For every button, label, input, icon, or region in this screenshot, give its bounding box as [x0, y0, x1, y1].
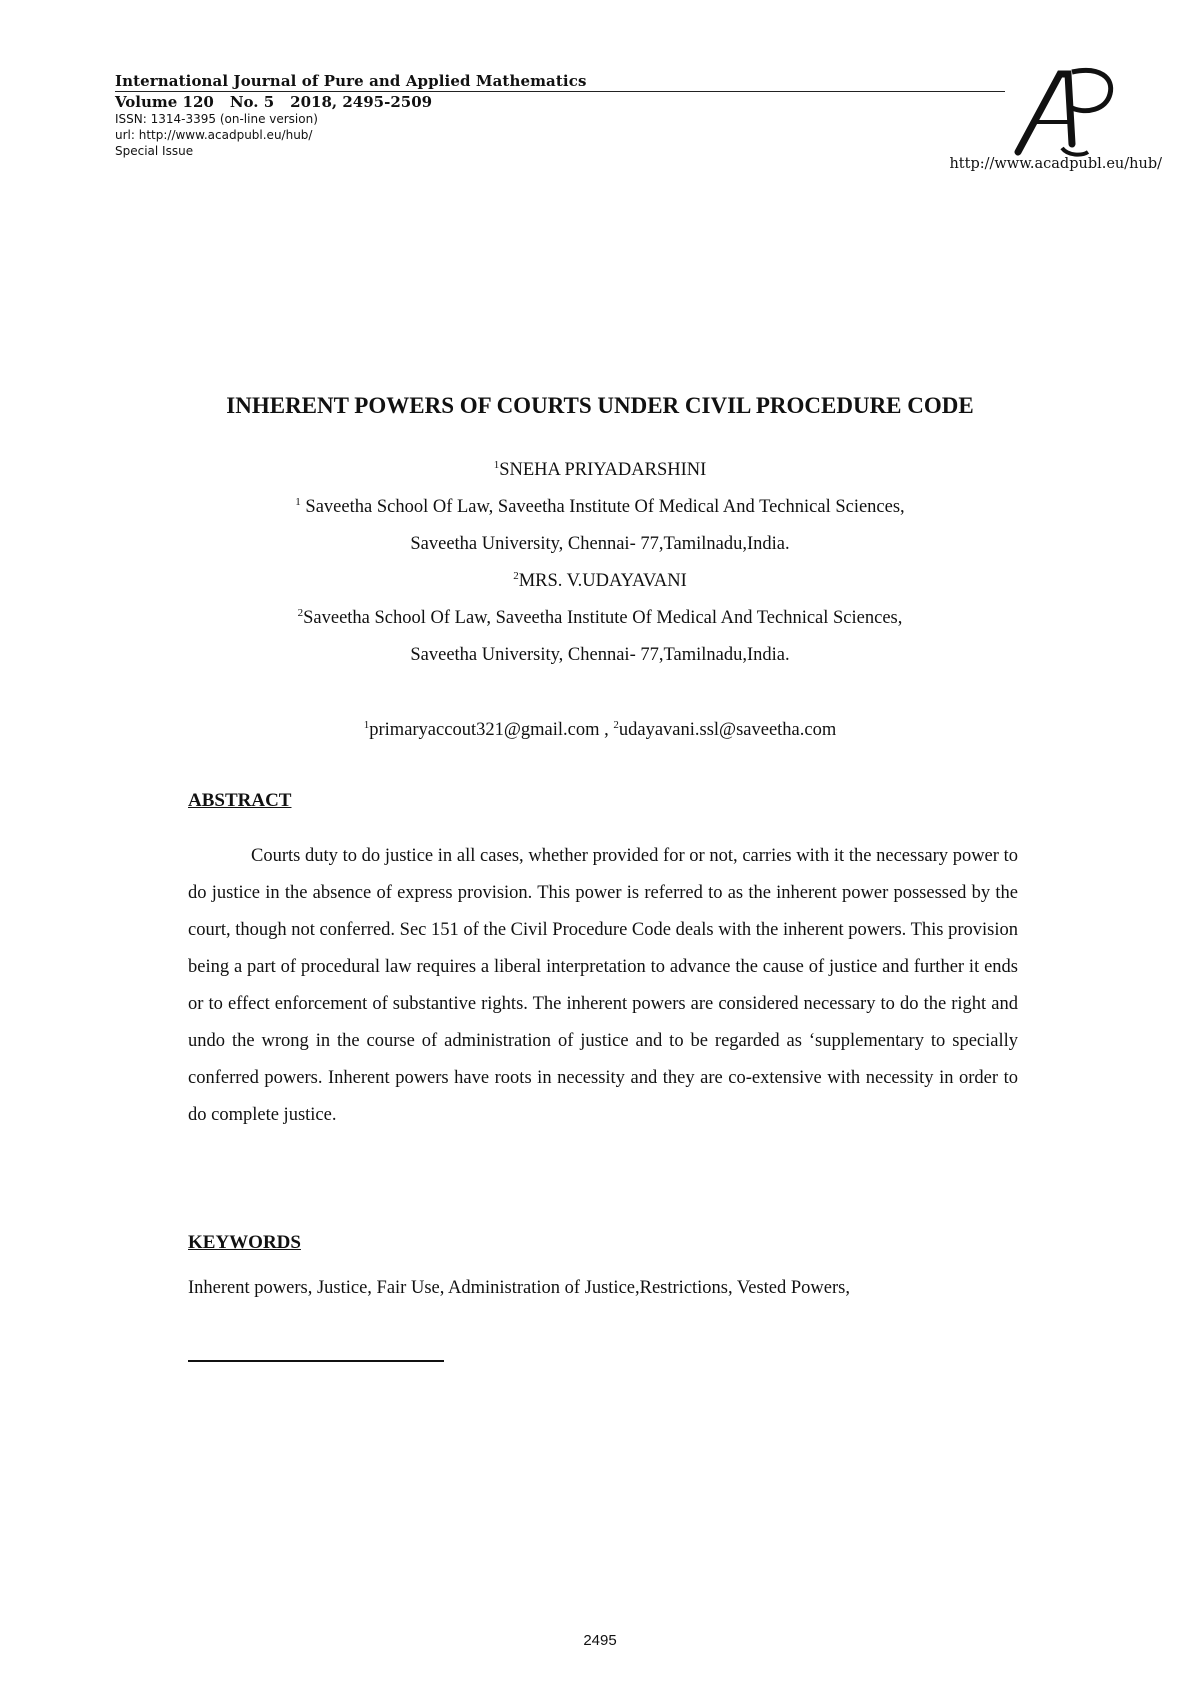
affiliation-2-text: Saveetha School Of Law, Saveetha Institute Of Medical And Technical Sciences, [303, 608, 903, 628]
footnote-divider [188, 1360, 444, 1362]
abstract-heading: ABSTRACT [188, 790, 292, 811]
email-separator: , [599, 720, 614, 740]
email-2-sup: 2 [613, 718, 619, 731]
email-1-sup: 1 [363, 718, 370, 731]
volume: Volume 120 [115, 93, 214, 111]
year-pages: 2018, 2495-2509 [290, 93, 433, 111]
url-line: url: http://www.acadpubl.eu/hub/ [115, 128, 313, 142]
issue-number: No. 5 [229, 93, 275, 111]
author-2-name: MRS. V.UDAYAVANI [518, 571, 687, 591]
keywords-heading: KEYWORDS [188, 1232, 301, 1253]
author-2 [0, 571, 1200, 592]
abstract-text: Courts duty to do justice in all cases, whether provided for or not, carries with it the necessary power to do justice in the absence of express provision. This power is referred to as the inherent power possessed by the court, though not conferred. Sec 151 of the Civil Procedure Code deals with the inherent powers. This provision being a part of procedural law requires a liberal interpretation to advance the cause of justice and further it ends or to effect enforcement of substantive rights. The inherent powers are considered necessary to do the right and undo the wrong in the course of administration of justice and to be regarded as ‘supplementary to specially conferred powers. Inherent powers have roots in necessity and they are co-extensive with necessity in order to do complete justice. [188, 846, 1018, 1125]
issn: ISSN: 1314-3395 (on-line version) [115, 112, 318, 126]
keywords-text: Inherent powers, Justice, Fair Use, Administration of Justice,Restrictions, Vested Powers, [188, 1278, 850, 1298]
email-2: udayavani.ssl@saveetha.com [618, 720, 837, 740]
author-2-sup: 2 [513, 569, 519, 582]
affiliation-1-line-2: Saveetha University, Chennai- 77,Tamilnadu,India. [410, 534, 790, 554]
affiliation-2-line-1 [0, 608, 1200, 629]
page-number: 2495 [583, 1632, 617, 1649]
journal-name: International Journal of Pure and Applied Mathematics [115, 72, 1005, 92]
affiliation-1-text: Saveetha School Of Law, Saveetha Institute Of Medical And Technical Sciences, [305, 497, 905, 517]
author-1-sup: 1 [493, 458, 500, 471]
special-issue: Special Issue [115, 144, 194, 158]
author-1-name: SNEHA PRIYADARSHINI [499, 460, 707, 480]
volume-line [115, 93, 1005, 111]
email-1: primaryaccout321@gmail.com [369, 720, 600, 740]
affiliation-2-sup: 2 [297, 606, 304, 619]
affiliation-2-line-2: Saveetha University, Chennai- 77,Tamilnadu,India. [410, 645, 790, 665]
paper-title: INHERENT POWERS OF COURTS UNDER CIVIL PROCEDURE CODE [226, 393, 974, 418]
publisher-logo-icon [1010, 64, 1120, 164]
journal-header [115, 72, 1005, 159]
site-url: http://www.acadpubl.eu/hub/ [949, 156, 1162, 172]
author-1 [0, 460, 1200, 481]
author-emails [0, 720, 1200, 741]
affiliation-1-sup: 1 [295, 495, 301, 508]
affiliation-1-line-1 [0, 497, 1200, 518]
